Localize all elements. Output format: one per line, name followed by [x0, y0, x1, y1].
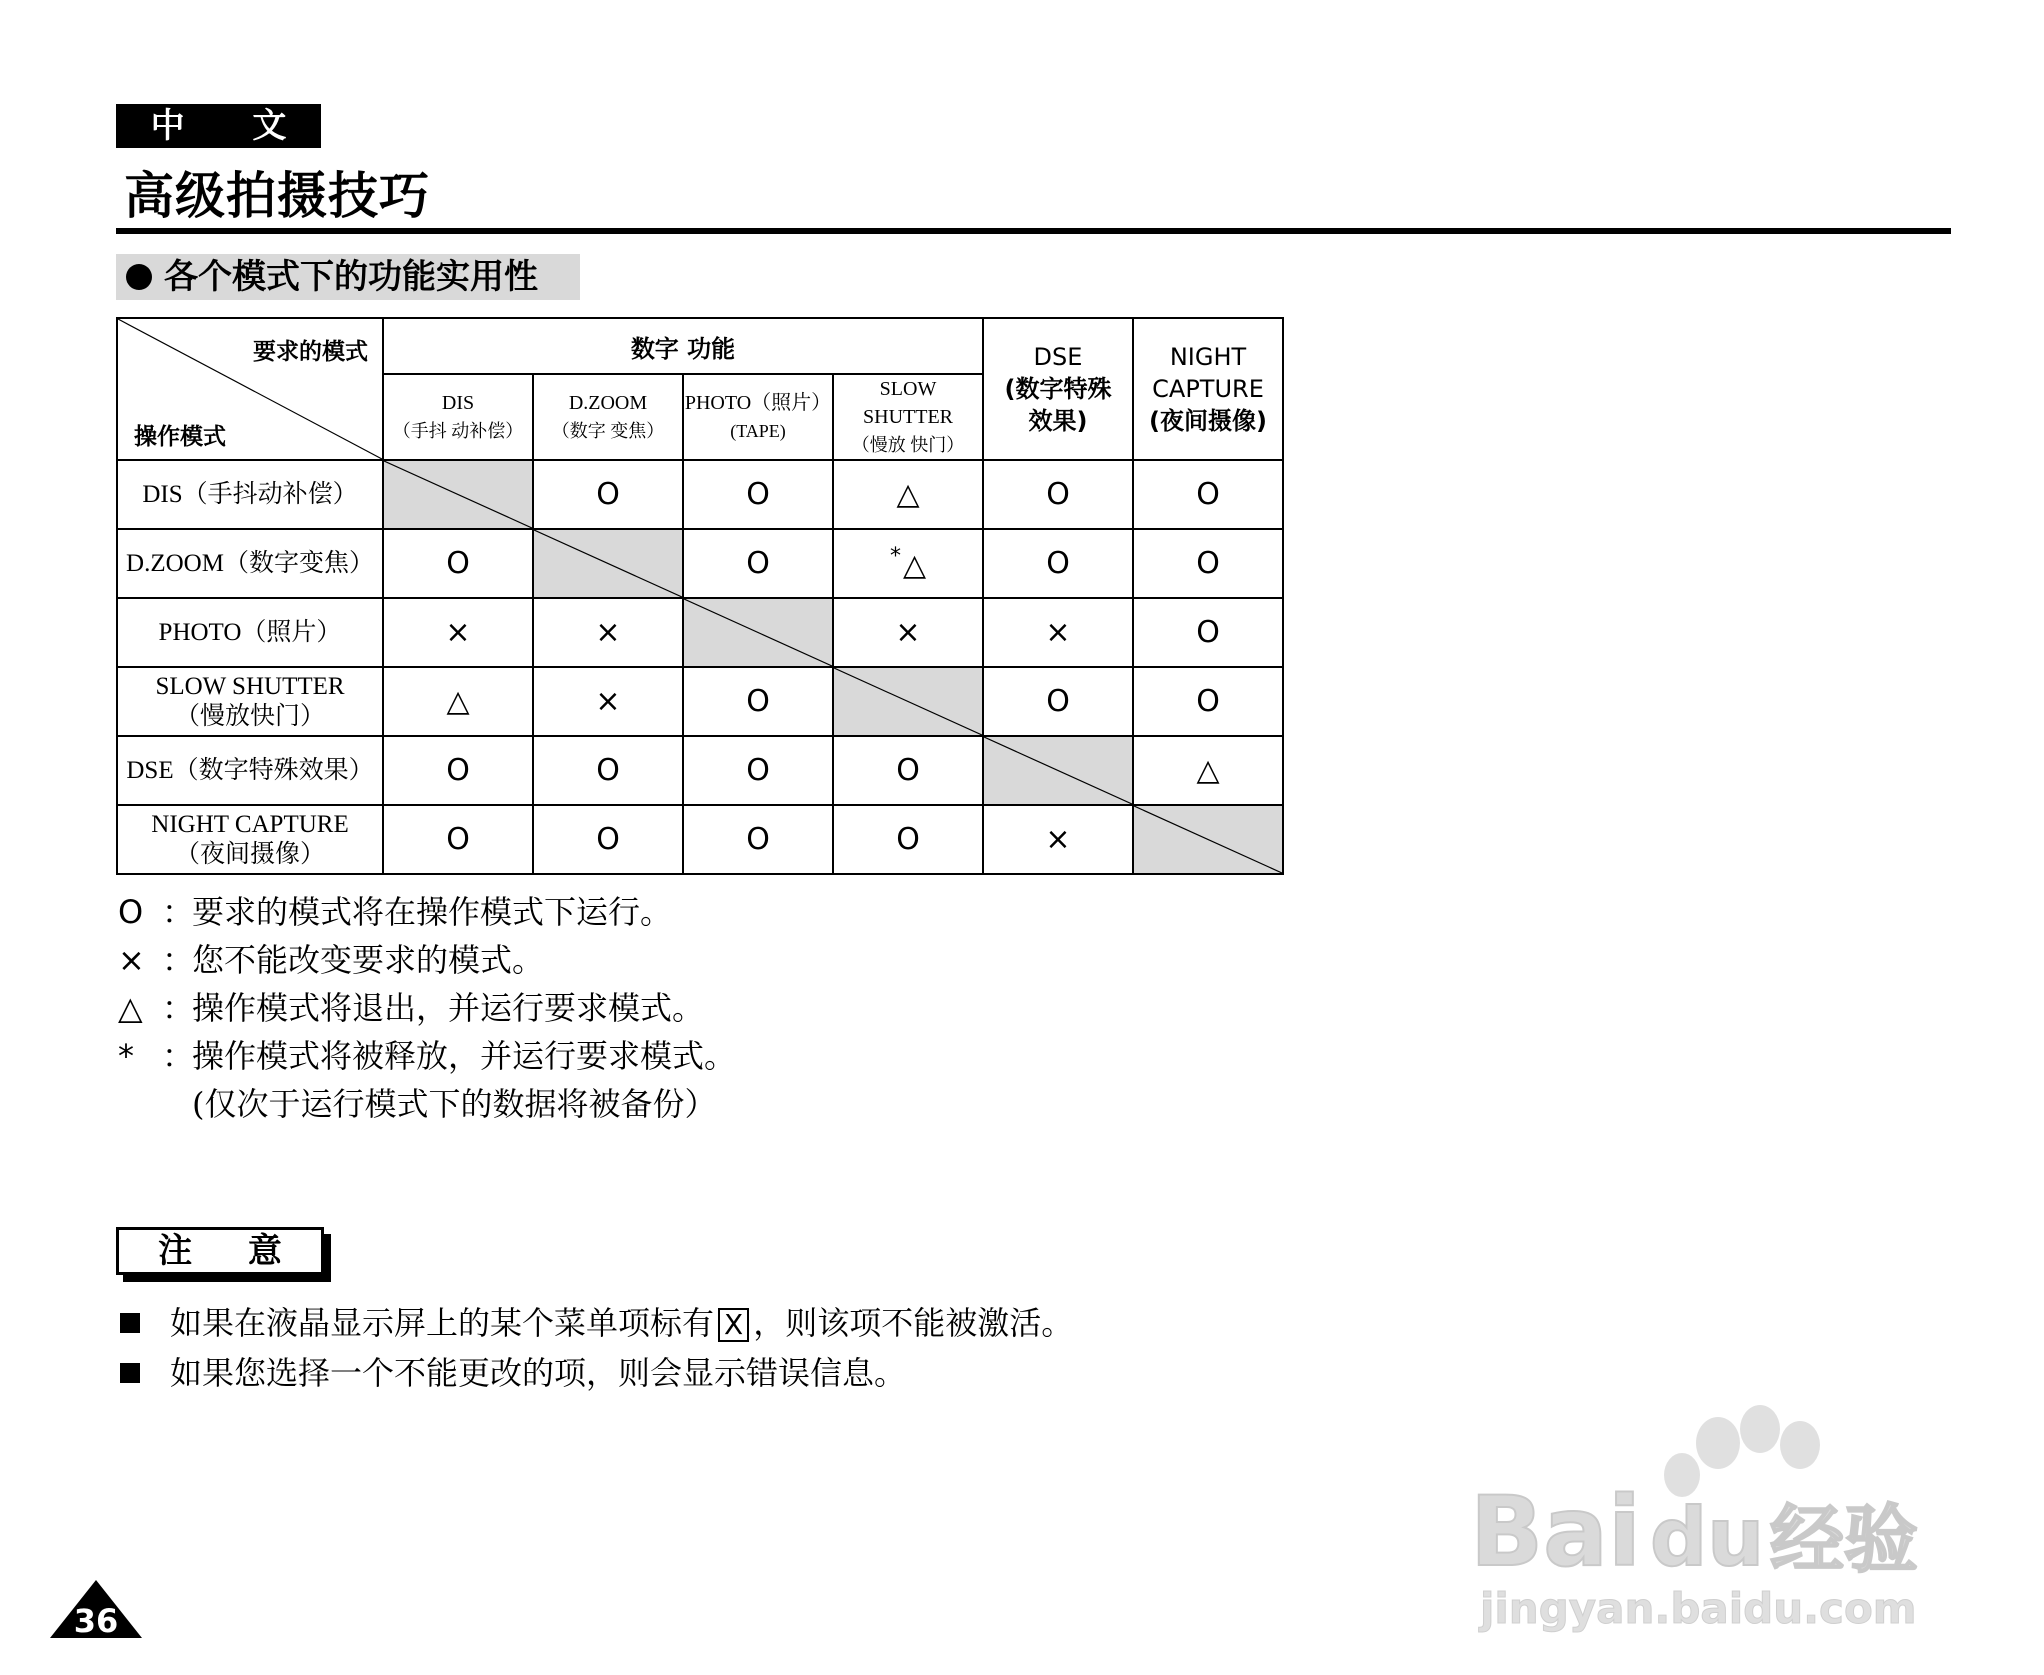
diagonal-cell	[383, 460, 533, 529]
table-row	[117, 460, 1283, 529]
legend-text: 操作模式将被释放，并运行要求模式。	[192, 1037, 737, 1075]
matrix-cell: ×	[533, 598, 683, 667]
note-text-2: 如果您选择一个不能更改的项，则会显示错误信息。	[170, 1354, 907, 1392]
row-label: DSE（数字特殊效果）	[126, 756, 374, 784]
matrix-cell: ×	[983, 805, 1133, 874]
matrix-corner-header	[117, 318, 383, 460]
legend-colon: ：	[162, 893, 195, 931]
legend-colon: ：	[162, 941, 195, 979]
table-row	[117, 529, 1283, 598]
matrix-cell: O	[683, 736, 833, 805]
matrix-cell: O	[683, 805, 833, 874]
diagonal-line	[834, 668, 982, 735]
matrix-cell: O	[1133, 460, 1283, 529]
table-row	[117, 805, 1283, 874]
dse-line3: 效果)	[1028, 407, 1088, 435]
matrix-cell: ×	[833, 598, 983, 667]
cell-symbol: △	[902, 548, 927, 583]
legend-symbol: O	[118, 893, 144, 931]
row-label: DIS（手抖动补偿）	[142, 480, 358, 508]
matrix-cell: O	[833, 736, 983, 805]
matrix-cell: O	[683, 667, 833, 736]
note-item	[120, 1348, 1073, 1398]
corner-requested-mode: 要求的模式	[253, 339, 368, 365]
legend-text: 您不能改变要求的模式。	[192, 941, 545, 979]
matrix-cell: O	[1133, 529, 1283, 598]
matrix-cell: △	[1133, 736, 1283, 805]
legend-symbol: △	[118, 989, 143, 1027]
legend-symbol: ×	[118, 941, 145, 979]
matrix-cell: ×	[983, 598, 1133, 667]
row-header	[117, 460, 383, 529]
sub-main: DIS	[441, 392, 475, 414]
dse-line1: DSE	[1033, 343, 1083, 371]
matrix-cell: ×	[533, 667, 683, 736]
diagonal-cell	[533, 529, 683, 598]
matrix-cell: O	[983, 460, 1133, 529]
matrix-cell: O	[683, 529, 833, 598]
matrix-cell: O	[533, 805, 683, 874]
matrix-body	[117, 460, 1283, 874]
sub-sub: （数字 变焦）	[551, 421, 665, 441]
legend-text: 要求的模式将在操作模式下运行。	[192, 893, 673, 931]
disabled-x-icon: X	[718, 1308, 749, 1342]
digital-function-header: 数字 功能	[383, 318, 983, 374]
paw-logo-icon	[1470, 1395, 1950, 1635]
row-header	[117, 598, 383, 667]
sub-sub: （手抖 动补偿）	[392, 421, 524, 441]
matrix-cell: O	[383, 529, 533, 598]
matrix-cell: O	[683, 460, 833, 529]
wm-brand: Bai	[1470, 1476, 1641, 1588]
table-row	[117, 736, 1283, 805]
sub-sub: （慢放 快门）	[851, 435, 965, 455]
legend-item	[118, 936, 736, 984]
bullet-icon	[126, 264, 152, 290]
diagonal-line	[1134, 806, 1282, 873]
diagonal-cell	[983, 736, 1133, 805]
diagonal-line	[984, 737, 1132, 804]
language-tag: 中 文	[116, 104, 321, 148]
matrix-cell: ×	[383, 598, 533, 667]
legend	[118, 888, 736, 1128]
table-row	[117, 598, 1283, 667]
diagonal-cell	[683, 598, 833, 667]
column-header-night-capture	[1133, 318, 1283, 460]
column-header-slow-shutter	[833, 374, 983, 460]
matrix-cell: O	[833, 805, 983, 874]
row-label: NIGHT CAPTURE	[151, 810, 349, 838]
note-text-1	[170, 1298, 1073, 1348]
matrix-cell: O	[1133, 667, 1283, 736]
diagonal-cell	[833, 667, 983, 736]
legend-symbol: *	[118, 1037, 134, 1075]
row-label-sub: （慢放快门）	[174, 702, 325, 730]
legend-item	[118, 984, 736, 1032]
wm-brand3: 经验	[1770, 1497, 1918, 1583]
note-item	[120, 1298, 1073, 1348]
page-number: 36	[73, 1602, 119, 1640]
row-header	[117, 736, 383, 805]
baidu-watermark	[1470, 1395, 1950, 1635]
section-heading	[116, 254, 580, 300]
sub-main: PHOTO（照片）	[684, 392, 832, 414]
diagonal-line	[384, 461, 532, 528]
function-matrix-table	[116, 317, 1284, 875]
diagonal-line	[534, 530, 682, 597]
row-header	[117, 805, 383, 874]
matrix-cell: O	[1133, 598, 1283, 667]
legend-item	[118, 1032, 736, 1080]
legend-extra: (仅次于运行模式下的数据将被备份）	[192, 1085, 717, 1123]
row-label: SLOW SHUTTER	[155, 672, 345, 700]
row-header	[117, 667, 383, 736]
legend-text: 操作模式将退出，并运行要求模式。	[192, 989, 705, 1027]
notes	[120, 1298, 1073, 1398]
note-text-post: ，则该项不能被激活。	[753, 1304, 1074, 1342]
night-line1: NIGHT	[1169, 343, 1247, 371]
corner-operating-mode: 操作模式	[134, 424, 226, 450]
legend-item	[118, 888, 736, 936]
column-header-dzoom	[533, 374, 683, 460]
wm-brand2: du	[1650, 1491, 1765, 1584]
matrix-cell: △	[833, 460, 983, 529]
column-header-dis	[383, 374, 533, 460]
row-label: PHOTO（照片）	[158, 618, 342, 646]
matrix-cell: △	[383, 667, 533, 736]
dse-line2: (数字特殊	[1004, 375, 1112, 403]
table-row	[117, 667, 1283, 736]
asterisk-mark: *	[889, 544, 901, 569]
legend-colon: ：	[162, 989, 195, 1027]
row-label: D.ZOOM（数字变焦）	[126, 549, 374, 577]
section-title: 各个模式下的功能实用性	[164, 257, 538, 297]
row-label-sub: （夜间摄像）	[174, 840, 325, 868]
page-title: 高级拍摄技巧	[124, 167, 430, 225]
matrix-cell: O	[983, 529, 1133, 598]
diagonal-line	[684, 599, 832, 666]
sub-main: SLOW SHUTTER	[863, 378, 953, 428]
note-tag: 注 意	[116, 1227, 324, 1275]
matrix-cell	[833, 529, 983, 598]
matrix-cell: O	[383, 805, 533, 874]
row-header	[117, 529, 383, 598]
sub-sub: (TAPE)	[730, 421, 786, 441]
night-line2: CAPTURE	[1152, 375, 1264, 403]
matrix-cell: O	[533, 736, 683, 805]
wm-url: jingyan.baidu.com	[1480, 1584, 1917, 1633]
title-rule	[116, 228, 1951, 234]
square-bullet-icon	[120, 1363, 140, 1383]
night-line3: (夜间摄像)	[1149, 407, 1267, 435]
matrix-cell: O	[533, 460, 683, 529]
legend-colon: ：	[162, 1037, 195, 1075]
matrix-cell: O	[983, 667, 1133, 736]
diagonal-cell	[1133, 805, 1283, 874]
page-number-badge	[50, 1580, 142, 1638]
sub-main: D.ZOOM	[568, 392, 648, 414]
note-text-pre: 如果在液晶显示屏上的某个菜单项标有	[170, 1304, 715, 1342]
square-bullet-icon	[120, 1313, 140, 1333]
column-header-photo	[683, 374, 833, 460]
column-header-dse	[983, 318, 1133, 460]
matrix-cell: O	[383, 736, 533, 805]
